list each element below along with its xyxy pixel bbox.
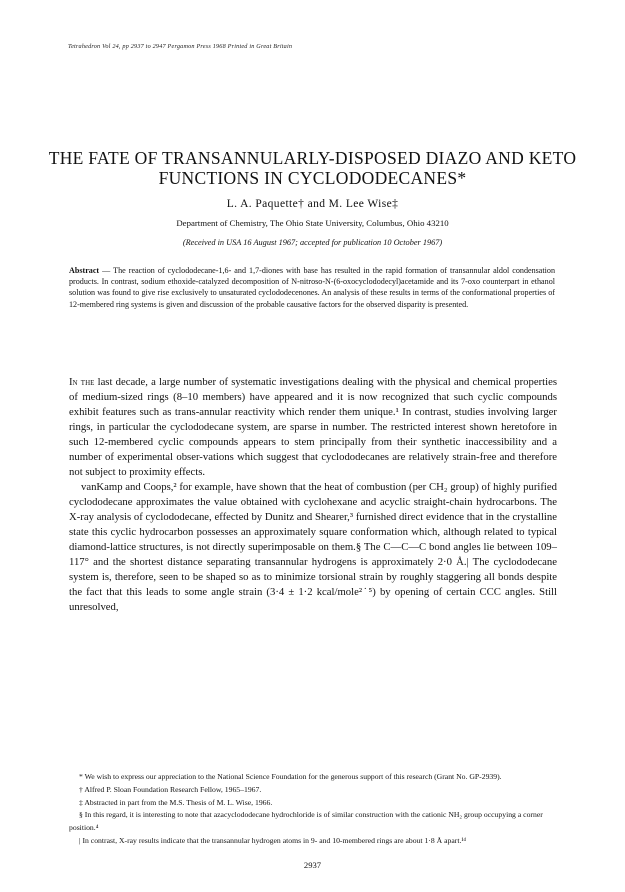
received-dates: (Received in USA 16 August 1967; accepted for publication 10 October 1967) [182,238,443,247]
authors: L. A. Paquette† and M. Lee Wise‡ [226,198,399,210]
abstract-separator: — [102,266,114,275]
paragraph-1-lead: In the [69,376,95,388]
footnotes [69,771,557,848]
body-text [69,375,557,615]
abstract-text: The reaction of cyclododecane-1,6- and 1,7-diones with base has resulted in the rapid formation of transannular aldol condensation products. In contrast, sodium ethoxide-catalyzed decomposition of N-nitroso-N-(6-oxocyclododecyl)acetamide and its 7-oxo counterpart in ethanol solution was found to give rise exclusively to unsaturated cyclododecenones. An analysis of these results in terms of the conformational properties of 12-membered ring systems is given and discussion of the probable causative factors for the observed disparity is presented. [69,266,555,309]
footnote: | In contrast, X-ray results indicate that the transannular hydrogen atoms in 9- and 10-membered rings are about 1·8 Å apart.¹ᵈ [79,835,467,845]
footnote: * We wish to express our appreciation to the National Science Foundation for the generous support of this research (Grant No. GP-2939). [79,772,502,781]
paragraph-1 [69,375,557,480]
page-number: 2937 [303,860,322,870]
footnote: § In this regard, it is interesting to note that azacyclododecane hydrochloride is of similar construction with the cationic NH₂ group occupying a corner position.⁴ [69,810,543,833]
paper-title: THE FATE OF TRANSANNULARLY-DISPOSED DIAZO AND KETO FUNCTIONS IN CYCLODODECANES* [48,148,577,188]
paragraph-1-text: last decade, a large number of systematic investigations dealing with the physical and chemical properties of medium-sized rings (8–10 members) have appeared and it is now recognized that such cyclic compounds exhibit features such as trans-annular reactivity which render them unique.¹ In contrast, studies involving larger rings, in particular the cyclododecane system, are sparse in number. The restricted interest shown heretofore in such 12-membered cyclic compounds appears to stem principally from their synthetic inaccessibility and a number of experimental obser-vations which suggest that cyclododecanes are relatively strain-free and therefore not subject to proximity effects. [69,376,557,478]
footnote: † Alfred P. Sloan Foundation Research Fellow, 1965–1967. [79,784,262,794]
journal-header: Tetrahedron Vol 24, pp 2937 to 2947 Pergamon Press 1968 Printed in Great Britain [68,43,293,50]
paragraph-2: vanKamp and Coops,² for example, have shown that the heat of combustion (per CH₂ group) of highly purified cyclododecane approximates the value obtained with cyclohexane and acyclic straight-chain hydrocarbons. The X-ray analysis of cyclododecane, effected by Dunitz and Shearer,³ furnished direct evidence that in the crystalline state this cyclic hydrocarbon possesses an approximately square conformation which, although related to typical diamond-lattice structures, is not directly superimposable on them.§ The C—C—C bond angles lie between 109–117° and the shortest distance separating transannular hydrogens is approximately 2·0 Å.| The cyclododecane system is, therefore, seen to be shaped so as to minimize torsional strain by roughly staggering all bonds despite the fact that this leads to some angle strain (3·4 ± 1·2 kcal/mole²˙⁵) by opening of certain CCC angles. Still unresolved, [69,481,557,613]
affiliation: Department of Chemistry, The Ohio State University, Columbus, Ohio 43210 [176,218,449,228]
footnote: ‡ Abstracted in part from the M.S. Thesis of M. L. Wise, 1966. [79,797,273,807]
abstract-label: Abstract [69,266,100,275]
abstract [69,265,555,310]
